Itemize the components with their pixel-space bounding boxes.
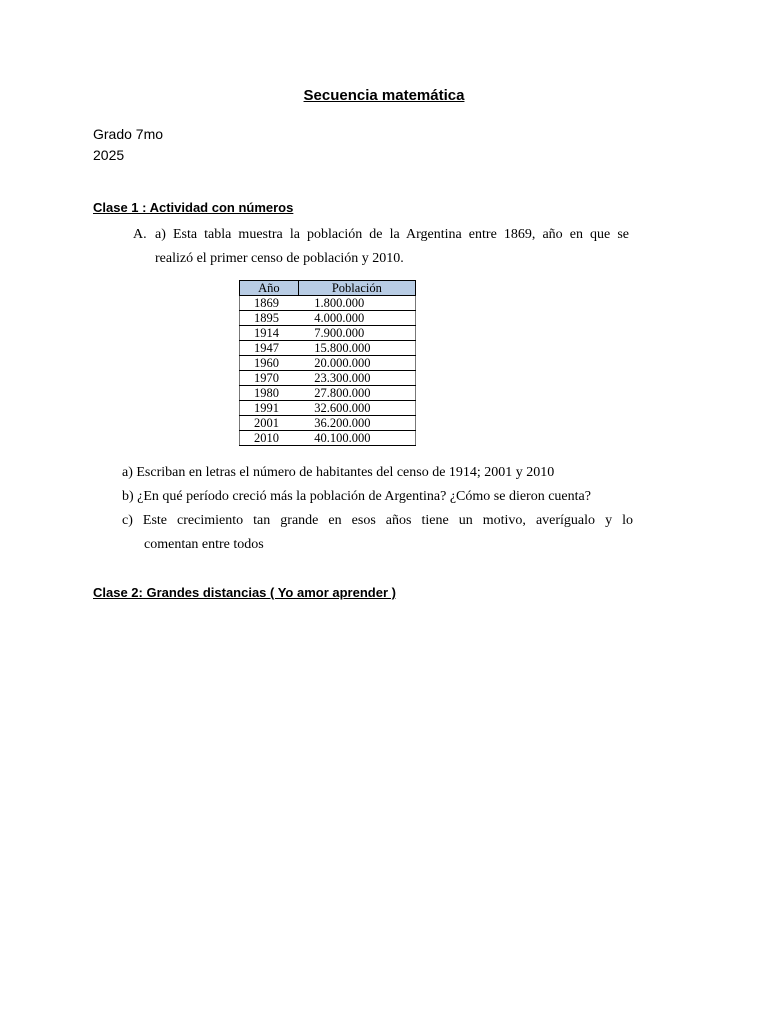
page-title: Secuencia matemática bbox=[303, 87, 465, 104]
question-b: b) ¿En qué período creció más la población de Argentina? ¿Cómo se dieron cuenta? bbox=[122, 489, 591, 504]
cell-year: 1960 bbox=[240, 356, 299, 371]
table-row bbox=[240, 431, 416, 446]
question-a: a) Escriban en letras el número de habitantes del censo de 1914; 2001 y 2010 bbox=[122, 465, 555, 480]
cell-year: 1970 bbox=[240, 371, 299, 386]
cell-year: 1980 bbox=[240, 386, 299, 401]
table-row bbox=[240, 401, 416, 416]
intro-line-1: a) Esta tabla muestra la población de la Argentina entre 1869, año en que se bbox=[155, 227, 629, 242]
cell-year: 2001 bbox=[240, 416, 299, 431]
cell-year: 1947 bbox=[240, 341, 299, 356]
cell-population: 23.300.000 bbox=[298, 371, 415, 386]
clase1-heading: Clase 1 : Actividad con números bbox=[93, 200, 294, 215]
header-year: Año bbox=[240, 281, 299, 296]
table-row bbox=[240, 341, 416, 356]
cell-population: 7.900.000 bbox=[298, 326, 415, 341]
cell-year: 1991 bbox=[240, 401, 299, 416]
cell-population: 4.000.000 bbox=[298, 311, 415, 326]
cell-year: 1869 bbox=[240, 296, 299, 311]
table-row bbox=[240, 371, 416, 386]
intro-marker: A. bbox=[133, 227, 147, 242]
year-label: 2025 bbox=[93, 147, 125, 163]
clase2-heading: Clase 2: Grandes distancias ( Yo amor aprender ) bbox=[93, 585, 396, 600]
cell-population: 36.200.000 bbox=[298, 416, 415, 431]
header-population: Población bbox=[298, 281, 415, 296]
cell-population: 15.800.000 bbox=[298, 341, 415, 356]
cell-population: 1.800.000 bbox=[298, 296, 415, 311]
table-row bbox=[240, 311, 416, 326]
cell-population: 32.600.000 bbox=[298, 401, 415, 416]
intro-line-2: realizó el primer censo de población y 2010. bbox=[155, 251, 404, 266]
cell-year: 1914 bbox=[240, 326, 299, 341]
cell-year: 1895 bbox=[240, 311, 299, 326]
table-row bbox=[240, 416, 416, 431]
table-row bbox=[240, 386, 416, 401]
table-header-row bbox=[240, 281, 416, 296]
population-table bbox=[239, 280, 416, 446]
cell-population: 20.000.000 bbox=[298, 356, 415, 371]
table-row bbox=[240, 356, 416, 371]
cell-population: 40.100.000 bbox=[298, 431, 415, 446]
question-c-line-1: c) Este crecimiento tan grande en esos años tiene un motivo, averígualo y lo bbox=[122, 513, 633, 528]
grade-label: Grado 7mo bbox=[93, 126, 164, 142]
cell-year: 2010 bbox=[240, 431, 299, 446]
cell-population: 27.800.000 bbox=[298, 386, 415, 401]
table-row bbox=[240, 326, 416, 341]
table-row bbox=[240, 296, 416, 311]
question-c-line-2: comentan entre todos bbox=[144, 537, 264, 552]
